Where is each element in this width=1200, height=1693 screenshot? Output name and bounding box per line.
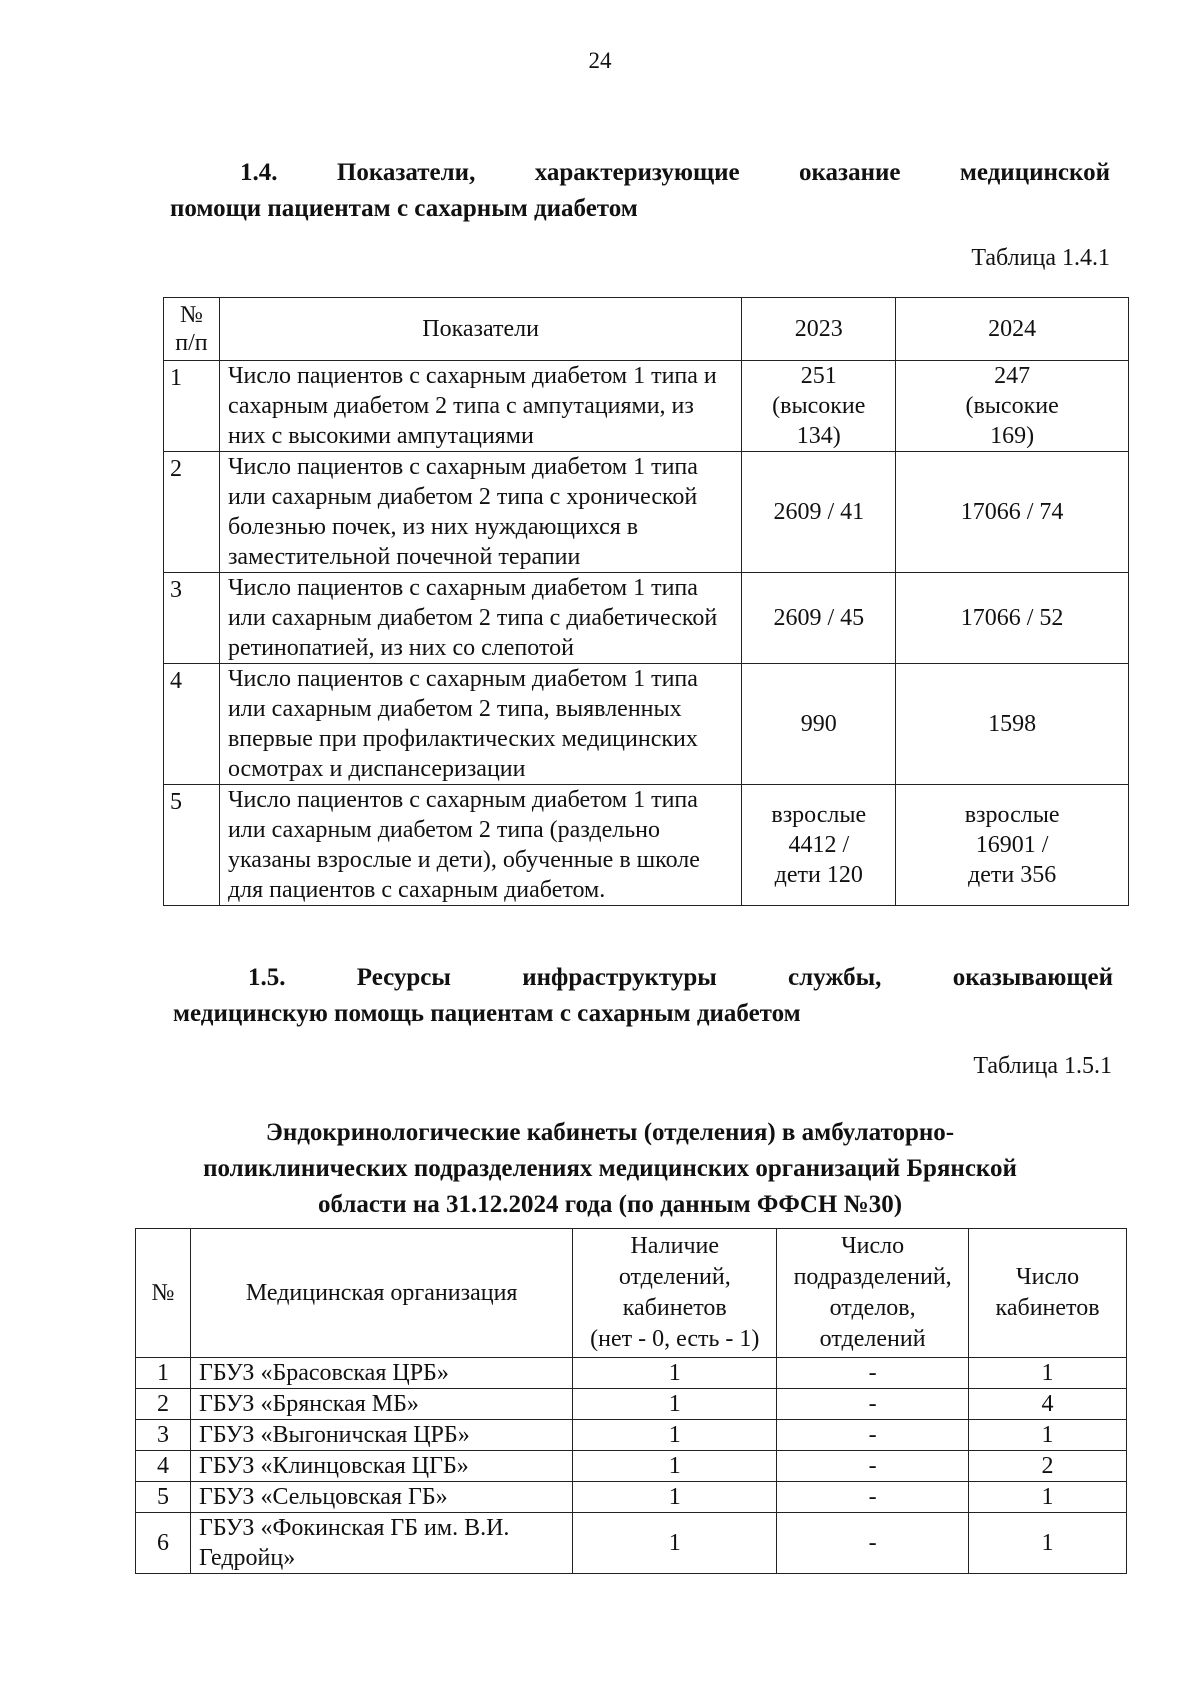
value-line: взрослые: [771, 802, 867, 828]
value-line: 2609 / 45: [773, 605, 865, 631]
header-organization: Медицинская организация: [190, 1229, 572, 1358]
cabinets-cell: 4: [969, 1389, 1127, 1420]
header-line: подразделений,: [793, 1264, 952, 1290]
table-row: [136, 1513, 1127, 1574]
header-presence: [573, 1229, 777, 1358]
organization-line: ГБУЗ «Выгоничская ЦРБ»: [198, 1422, 470, 1448]
cabinets-cell: 1: [969, 1420, 1127, 1451]
indicator-line: осмотрах и диспансеризации: [227, 756, 526, 782]
header-line: отделений: [819, 1326, 926, 1352]
cabinets-cell: 1: [969, 1482, 1127, 1513]
indicator-line: для пациентов с сахарным диабетом.: [227, 877, 606, 903]
subdivisions-cell: -: [777, 1451, 969, 1482]
value-line: дети 356: [968, 862, 1057, 888]
header-num: №: [136, 1229, 191, 1358]
organization-line: ГБУЗ «Фокинская ГБ им. В.И.: [198, 1515, 510, 1541]
organization-cell: [190, 1482, 572, 1513]
indicator-line: болезнью почек, из них нуждающихся в: [227, 514, 639, 540]
table-header-row: [136, 1229, 1127, 1358]
header-line: Число: [1016, 1264, 1080, 1290]
subdivisions-cell: -: [777, 1389, 969, 1420]
value-line: 990: [800, 711, 837, 737]
indicator-line: Число пациентов с сахарным диабетом 1 типа и: [227, 363, 717, 389]
indicator-line: или сахарным диабетом 2 типа (раздельно: [227, 817, 660, 843]
header-line: кабинетов: [622, 1295, 727, 1321]
row-number: 2: [164, 452, 220, 573]
presence-cell: 1: [573, 1358, 777, 1389]
value-line: 4412 /: [788, 832, 850, 858]
indicators-table: [163, 297, 1129, 906]
cabinets-cell: 2: [969, 1451, 1127, 1482]
value-2023-cell: [742, 361, 896, 452]
value-2024-cell: [896, 452, 1129, 573]
row-number: 4: [164, 664, 220, 785]
header-line: кабинетов: [995, 1295, 1100, 1321]
value-line: 169): [990, 423, 1035, 449]
value-line: взрослые: [964, 802, 1060, 828]
organization-cell: [190, 1513, 572, 1574]
header-num: [164, 298, 220, 361]
indicator-line: впервые при профилактических медицинских: [227, 726, 698, 752]
row-number: 2: [136, 1389, 191, 1420]
header-indicator: Показатели: [219, 298, 741, 361]
cabinets-table: [135, 1228, 1127, 1574]
indicator-cell: [219, 573, 741, 664]
header-line: Число: [841, 1233, 905, 1259]
value-line: 134): [796, 423, 841, 449]
row-number: 5: [136, 1482, 191, 1513]
organization-cell: [190, 1420, 572, 1451]
value-2023-cell: [742, 452, 896, 573]
row-number: 3: [164, 573, 220, 664]
indicator-line: Число пациентов с сахарным диабетом 1 типа: [227, 454, 698, 480]
subdivisions-cell: -: [777, 1358, 969, 1389]
row-number: 5: [164, 785, 220, 906]
value-line: (высокие: [965, 393, 1059, 419]
presence-cell: 1: [573, 1389, 777, 1420]
value-2023-cell: [742, 573, 896, 664]
indicator-line: или сахарным диабетом 2 типа с диабетической: [227, 605, 718, 631]
page-number: 24: [588, 48, 612, 73]
presence-cell: 1: [573, 1451, 777, 1482]
indicator-line: Число пациентов с сахарным диабетом 1 типа: [227, 787, 698, 813]
subdivisions-cell: -: [777, 1513, 969, 1574]
value-2023-cell: [742, 664, 896, 785]
indicator-cell: [219, 664, 741, 785]
organization-cell: [190, 1451, 572, 1482]
value-line: 247: [994, 363, 1031, 389]
organization-line: ГБУЗ «Сельцовская ГБ»: [198, 1484, 448, 1510]
header-cabinets: [969, 1229, 1127, 1358]
subdivisions-cell: -: [777, 1420, 969, 1451]
table-header-row: [164, 298, 1129, 361]
cabinets-cell: 1: [969, 1513, 1127, 1574]
cabinets-cell: 1: [969, 1358, 1127, 1389]
table-title-line: Эндокринологические кабинеты (отделения) в амбулаторно-: [265, 1119, 955, 1146]
value-line: дети 120: [774, 862, 863, 888]
row-number: 6: [136, 1513, 191, 1574]
table-row: [136, 1358, 1127, 1389]
value-line: 16901 /: [975, 832, 1049, 858]
table-row: [164, 785, 1129, 906]
table-row: [164, 452, 1129, 573]
header-2024: 2024: [896, 298, 1129, 361]
value-2023-cell: [742, 785, 896, 906]
value-line: 2609 / 41: [773, 499, 865, 525]
value-line: 17066 / 74: [960, 499, 1064, 525]
presence-cell: 1: [573, 1482, 777, 1513]
indicator-cell: [219, 452, 741, 573]
table-title-line: области на 31.12.2024 года (по данным ФФСН №30): [317, 1191, 903, 1218]
organization-cell: [190, 1389, 572, 1420]
header-num-line: №: [180, 302, 203, 328]
table-title-line: поликлинических подразделениях медицинских организаций Брянской: [203, 1155, 1017, 1182]
indicator-line: указаны взрослые и дети), обученные в школе: [227, 847, 700, 873]
section-heading-1-4: [170, 155, 1110, 227]
organization-line: ГБУЗ «Брасовская ЦРБ»: [198, 1360, 449, 1386]
table-row: [164, 361, 1129, 452]
subdivisions-cell: -: [777, 1482, 969, 1513]
organization-cell: [190, 1358, 572, 1389]
indicator-line: или сахарным диабетом 2 типа, выявленных: [227, 696, 682, 722]
table-row: [136, 1420, 1127, 1451]
indicator-line: заместительной почечной терапии: [227, 544, 581, 570]
table-row: [164, 664, 1129, 785]
section-heading-line: 1.5. Ресурсы инфраструктуры службы, оказывающей: [248, 964, 1113, 991]
section-heading-line: помощи пациентам с сахарным диабетом: [170, 195, 638, 222]
value-line: 1598: [988, 711, 1037, 737]
value-2024-cell: [896, 361, 1129, 452]
presence-cell: 1: [573, 1513, 777, 1574]
header-num-line: п/п: [175, 330, 208, 356]
value-line: 17066 / 52: [960, 605, 1064, 631]
section-heading-1-5: [173, 960, 1113, 1032]
value-2024-cell: [896, 664, 1129, 785]
section-heading-line: 1.4. Показатели, характеризующие оказание медицинской: [240, 159, 1110, 186]
section-heading-line: медицинскую помощь пациентам с сахарным диабетом: [173, 1000, 801, 1027]
row-number: 3: [136, 1420, 191, 1451]
header-line: отделов,: [829, 1295, 916, 1321]
header-line: Наличие: [630, 1233, 720, 1259]
indicator-line: ретинопатией, из них со слепотой: [227, 635, 574, 661]
table-caption: Таблица 1.5.1: [973, 1053, 1112, 1079]
header-2023: 2023: [742, 298, 896, 361]
row-number: 1: [136, 1358, 191, 1389]
indicator-line: или сахарным диабетом 2 типа с хронической: [227, 484, 698, 510]
row-number: 1: [164, 361, 220, 452]
value-line: 251: [800, 363, 837, 389]
value-line: (высокие: [772, 393, 866, 419]
header-line: (нет - 0, есть - 1): [590, 1326, 760, 1352]
table-caption: Таблица 1.4.1: [971, 245, 1110, 271]
value-2024-cell: [896, 573, 1129, 664]
organization-line: ГБУЗ «Клинцовская ЦГБ»: [198, 1453, 469, 1479]
indicator-line: них с высокими ампутациями: [227, 423, 534, 449]
table-row: [136, 1482, 1127, 1513]
indicator-cell: [219, 785, 741, 906]
indicator-cell: [219, 361, 741, 452]
table-row: [136, 1451, 1127, 1482]
table-title: [130, 1115, 1090, 1223]
table-row: [136, 1389, 1127, 1420]
indicator-line: Число пациентов с сахарным диабетом 1 типа: [227, 575, 698, 601]
indicator-line: Число пациентов с сахарным диабетом 1 типа: [227, 666, 698, 692]
presence-cell: 1: [573, 1420, 777, 1451]
row-number: 4: [136, 1451, 191, 1482]
organization-line: Гедройц»: [198, 1545, 296, 1571]
header-line: отделений,: [618, 1264, 731, 1290]
value-2024-cell: [896, 785, 1129, 906]
indicator-line: сахарным диабетом 2 типа с ампутациями, из: [227, 393, 694, 419]
table-row: [164, 573, 1129, 664]
header-subdivisions: [777, 1229, 969, 1358]
organization-line: ГБУЗ «Брянская МБ»: [198, 1391, 419, 1417]
